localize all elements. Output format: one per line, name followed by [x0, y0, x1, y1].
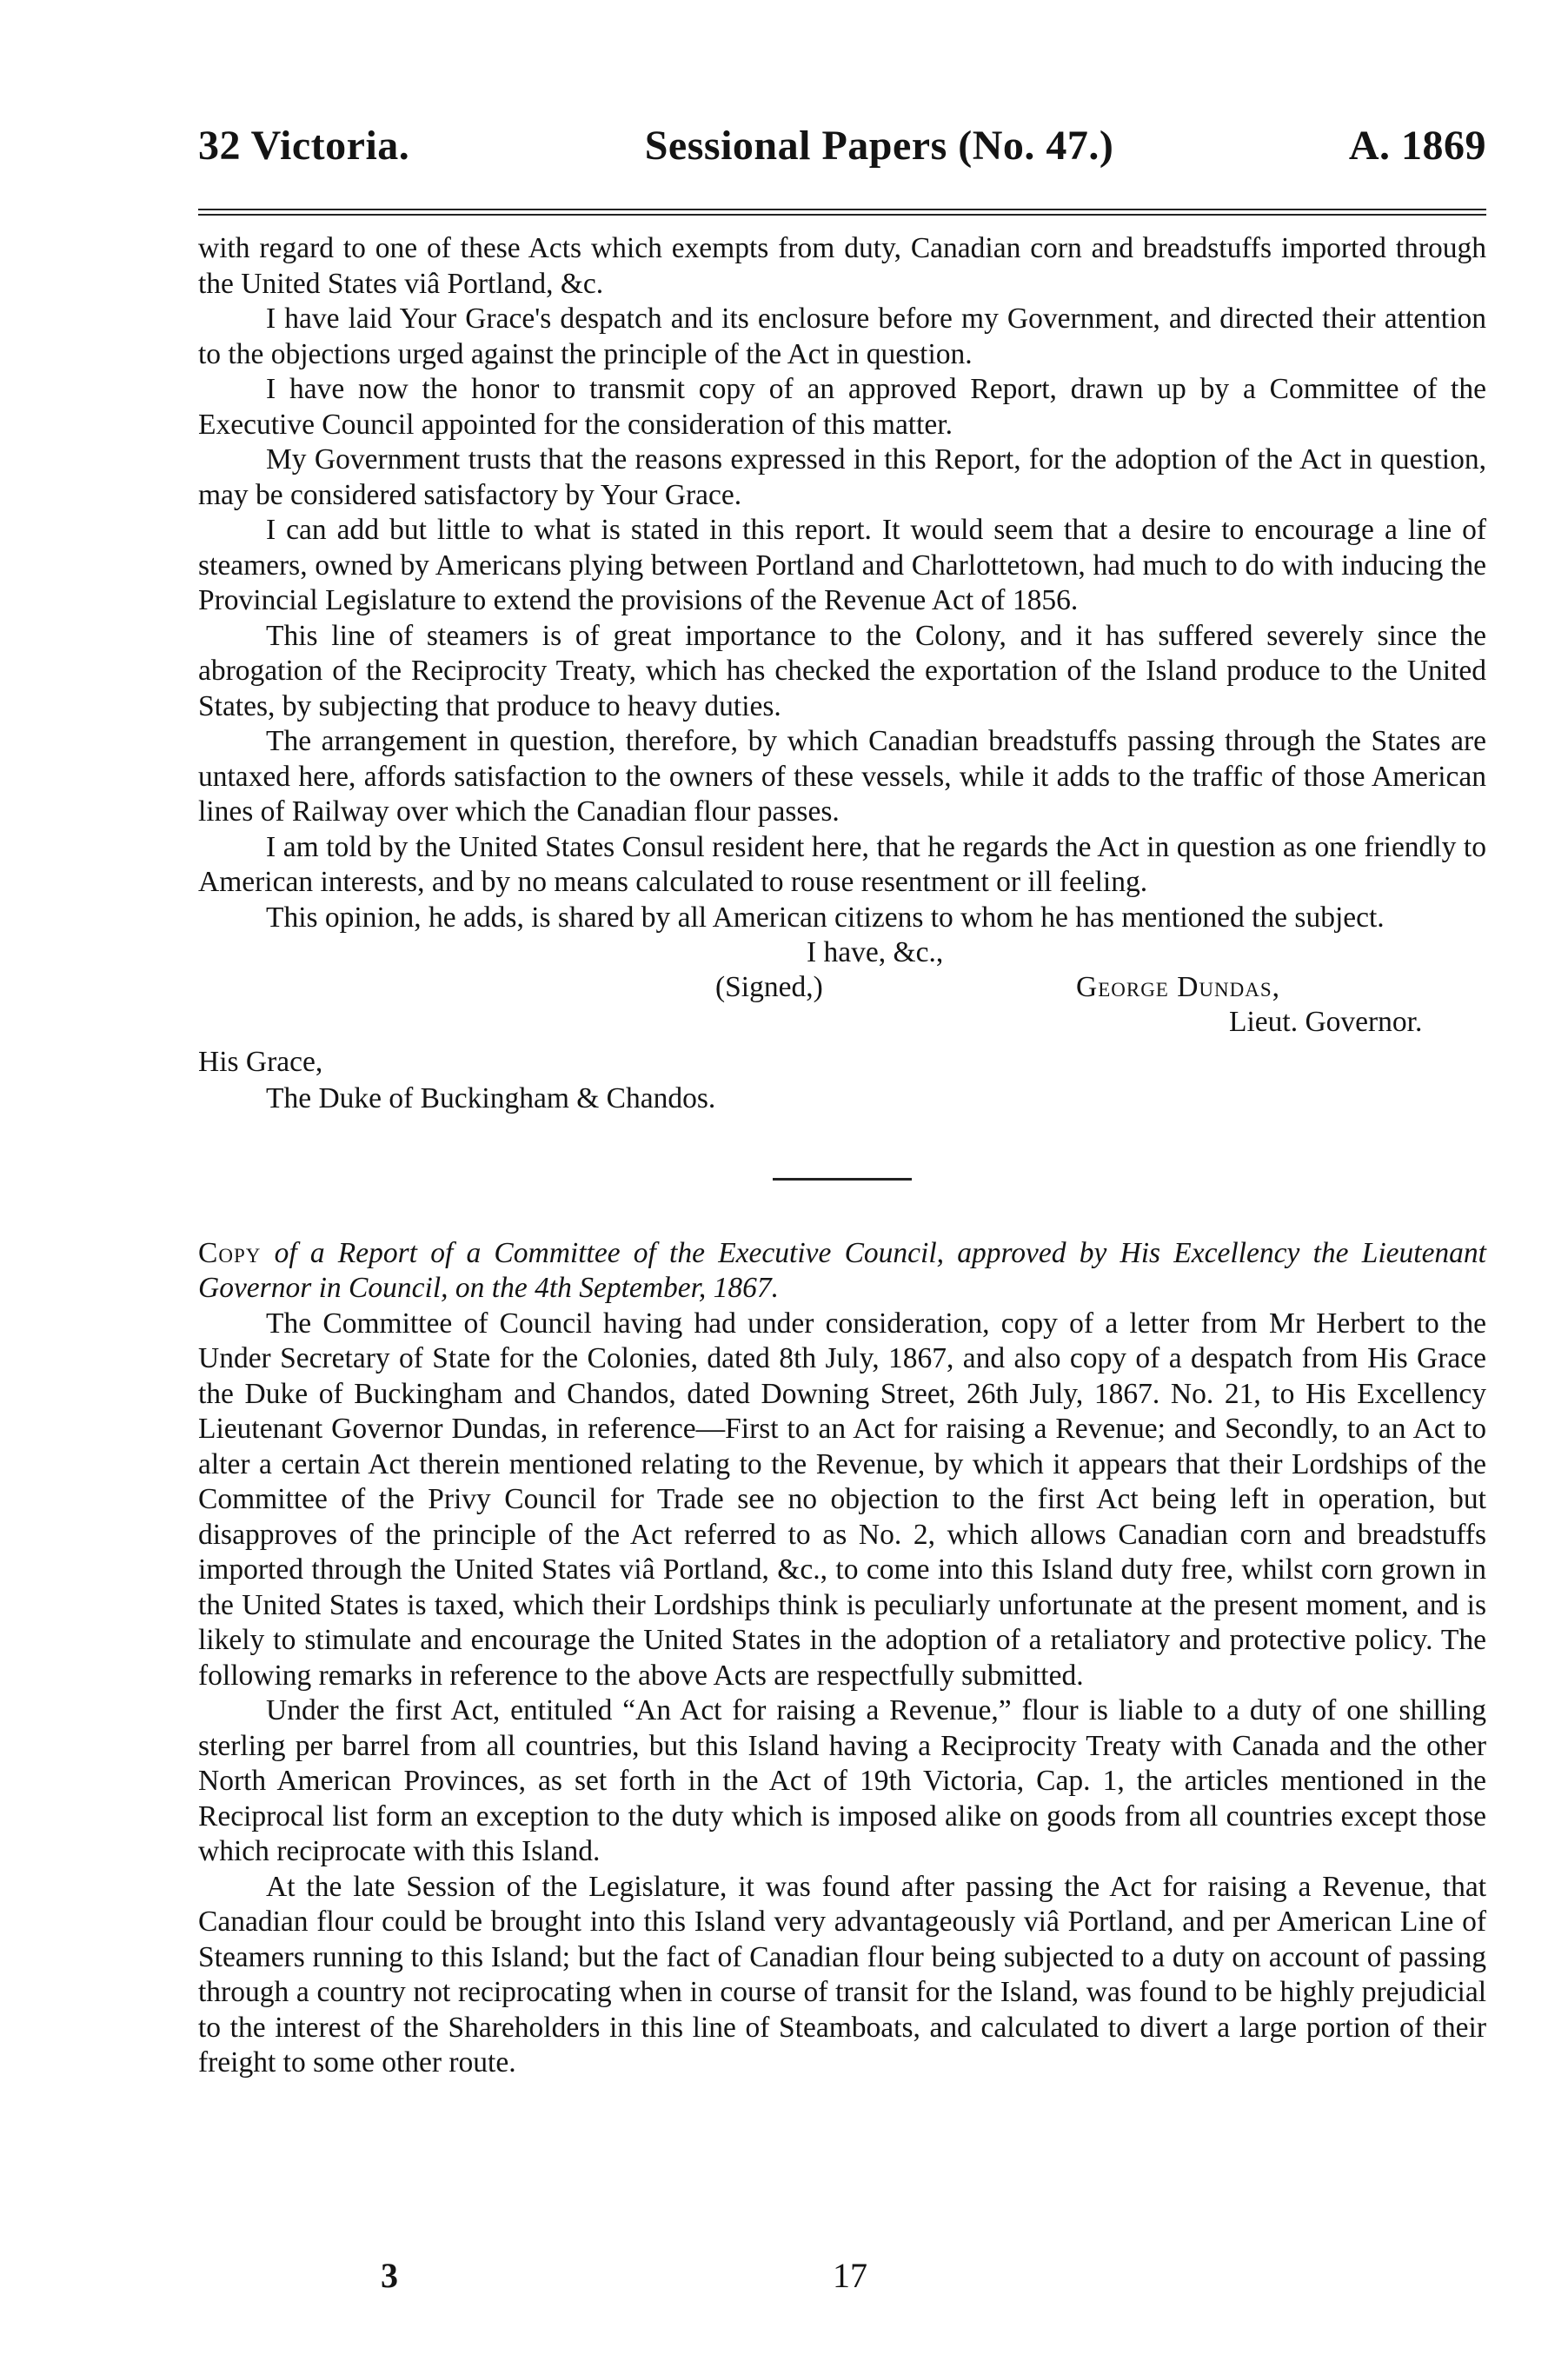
- section-divider: [773, 1178, 912, 1181]
- signer-name: George Dundas,: [1076, 971, 1281, 1003]
- addressee-line-1: His Grace,: [198, 1046, 323, 1078]
- page-number: 17: [833, 2256, 867, 2295]
- report-paragraph-1: The Committee of Council having had under consideration, copy of a letter from Mr Herbert to the Under Secretary of State for the Colonies, dated 8th July, 1867, and also copy of a despatch from His Grace the Duke of Buckingham and Chandos, dated Downing Street, 26th July, 1867. No. 21, to His Excellency Lieutenant Governor Dundas, in reference—First to an Act for raising a Revenue; and Secondly, to an Act to alter a certain Act therein mentioned relating to the Revenue, by which it appears that their Lordships of the Committee of the Privy Council for Trade see no objection to the first Act being left in operation, but disapproves of the principle of the Act referred to as No. 2, which allows Canadian corn and breadstuffs imported through the United States viâ Portland, &c., to come into this Island duty free, whilst corn grown in the United States is taxed, which their Lordships think is peculiarly unfortunate at the present moment, and is likely to stimulate and encourage the United States in the adoption of a retaliatory and protective policy. The following remarks in reference to the above Acts are respectfully submitted.: [198, 1307, 1486, 1692]
- signature-block: [198, 935, 1486, 1081]
- letter-paragraph-4: My Government trusts that the reasons expressed in this Report, for the adoption of the Act in question, may be considered satisfactory by Your Grace.: [198, 443, 1486, 511]
- running-header: [198, 122, 1486, 174]
- letter-body: [198, 231, 1486, 935]
- letter-paragraph-8: I am told by the United States Consul resident here, that he regards the Act in question as one friendly to American interests, and by no means calculated to rouse resentment or ill feeling.: [198, 830, 1486, 898]
- signature-mark: 3: [381, 2256, 398, 2295]
- signed-label: (Signed,): [715, 971, 823, 1003]
- letter-paragraph-3: I have now the honor to transmit copy of an approved Report, drawn up by a Committee of the Executive Council appointed for the consideration of this matter.: [198, 373, 1486, 441]
- report-paragraph-2: Under the first Act, entituled “An Act for raising a Revenue,” flour is liable to a duty of one shilling sterling per barrel from all countries, but this Island having a Reciprocity Treaty with Canada and the other North American Provinces, as set forth in the Act of 19th Victoria, Cap. 1, the articles mentioned in the Reciprocal list form an exception to the duty which is imposed alike on goods from all countries except those which reciprocate with this Island.: [198, 1694, 1486, 1867]
- header-regnal-year: 32 Victoria.: [198, 123, 410, 169]
- addressee-line-2: The Duke of Buckingham & Chandos.: [266, 1082, 716, 1114]
- header-rule: [198, 209, 1486, 216]
- letter-paragraph-9: This opinion, he adds, is shared by all American citizens to whom he has mentioned the subject.: [266, 901, 1385, 934]
- report-heading-copy: Copy: [198, 1236, 262, 1269]
- report-heading: [198, 1236, 1486, 1307]
- addressee-block: [198, 1081, 1486, 1117]
- closing-line: I have, &c.,: [807, 936, 944, 968]
- document-page: [198, 122, 1486, 2081]
- report-heading-text: of a Report of a Committee of the Executive Council, approved by His Excellency the Lieutenant Governor in Council, on the 4th September, 1867.: [198, 1236, 1486, 1304]
- header-year: A. 1869: [1348, 123, 1486, 169]
- letter-paragraph-1: with regard to one of these Acts which exempts from duty, Canadian corn and breadstuffs imported through the United States viâ Portland, &c.: [198, 232, 1486, 300]
- signer-title: Lieut. Governor.: [1229, 1006, 1423, 1038]
- report-body: [198, 1307, 1486, 2081]
- letter-paragraph-7: The arrangement in question, therefore, by which Canadian breadstuffs passing through the States are untaxed here, affords satisfaction to the owners of these vessels, while it adds to the traffic of those American lines of Railway over which the Canadian flour passes.: [198, 725, 1486, 828]
- letter-paragraph-5: I can add but little to what is stated in this report. It would seem that a desire to encourage a line of steamers, owned by Americans plying between Portland and Charlottetown, had much to do with inducing the Provincial Legislature to extend the provisions of the Revenue Act of 1856.: [198, 514, 1486, 616]
- letter-paragraph-6: This line of steamers is of great importance to the Colony, and it has suffered severely since the abrogation of the Reciprocity Treaty, which has checked the exportation of the Island produce to the United States, by subjecting that produce to heavy duties.: [198, 619, 1486, 722]
- header-title: Sessional Papers (No. 47.): [644, 123, 1114, 169]
- letter-paragraph-2: I have laid Your Grace's despatch and its enclosure before my Government, and directed their attention to the objections urged against the principle of the Act in question.: [198, 303, 1486, 370]
- report-paragraph-3: At the late Session of the Legislature, it was found after passing the Act for raising a Revenue, that Canadian flour could be brought into this Island very advantageously viâ Portland, and per American Line of Steamers running to this Island; but the fact of Canadian flour being subjected to a duty on account of passing through a country not reciprocating when in course of transit for the Island, was found to be highly prejudicial to the interest of the Shareholders in this line of Steamboats, and calculated to divert a large portion of their freight to some other route.: [198, 1870, 1486, 2079]
